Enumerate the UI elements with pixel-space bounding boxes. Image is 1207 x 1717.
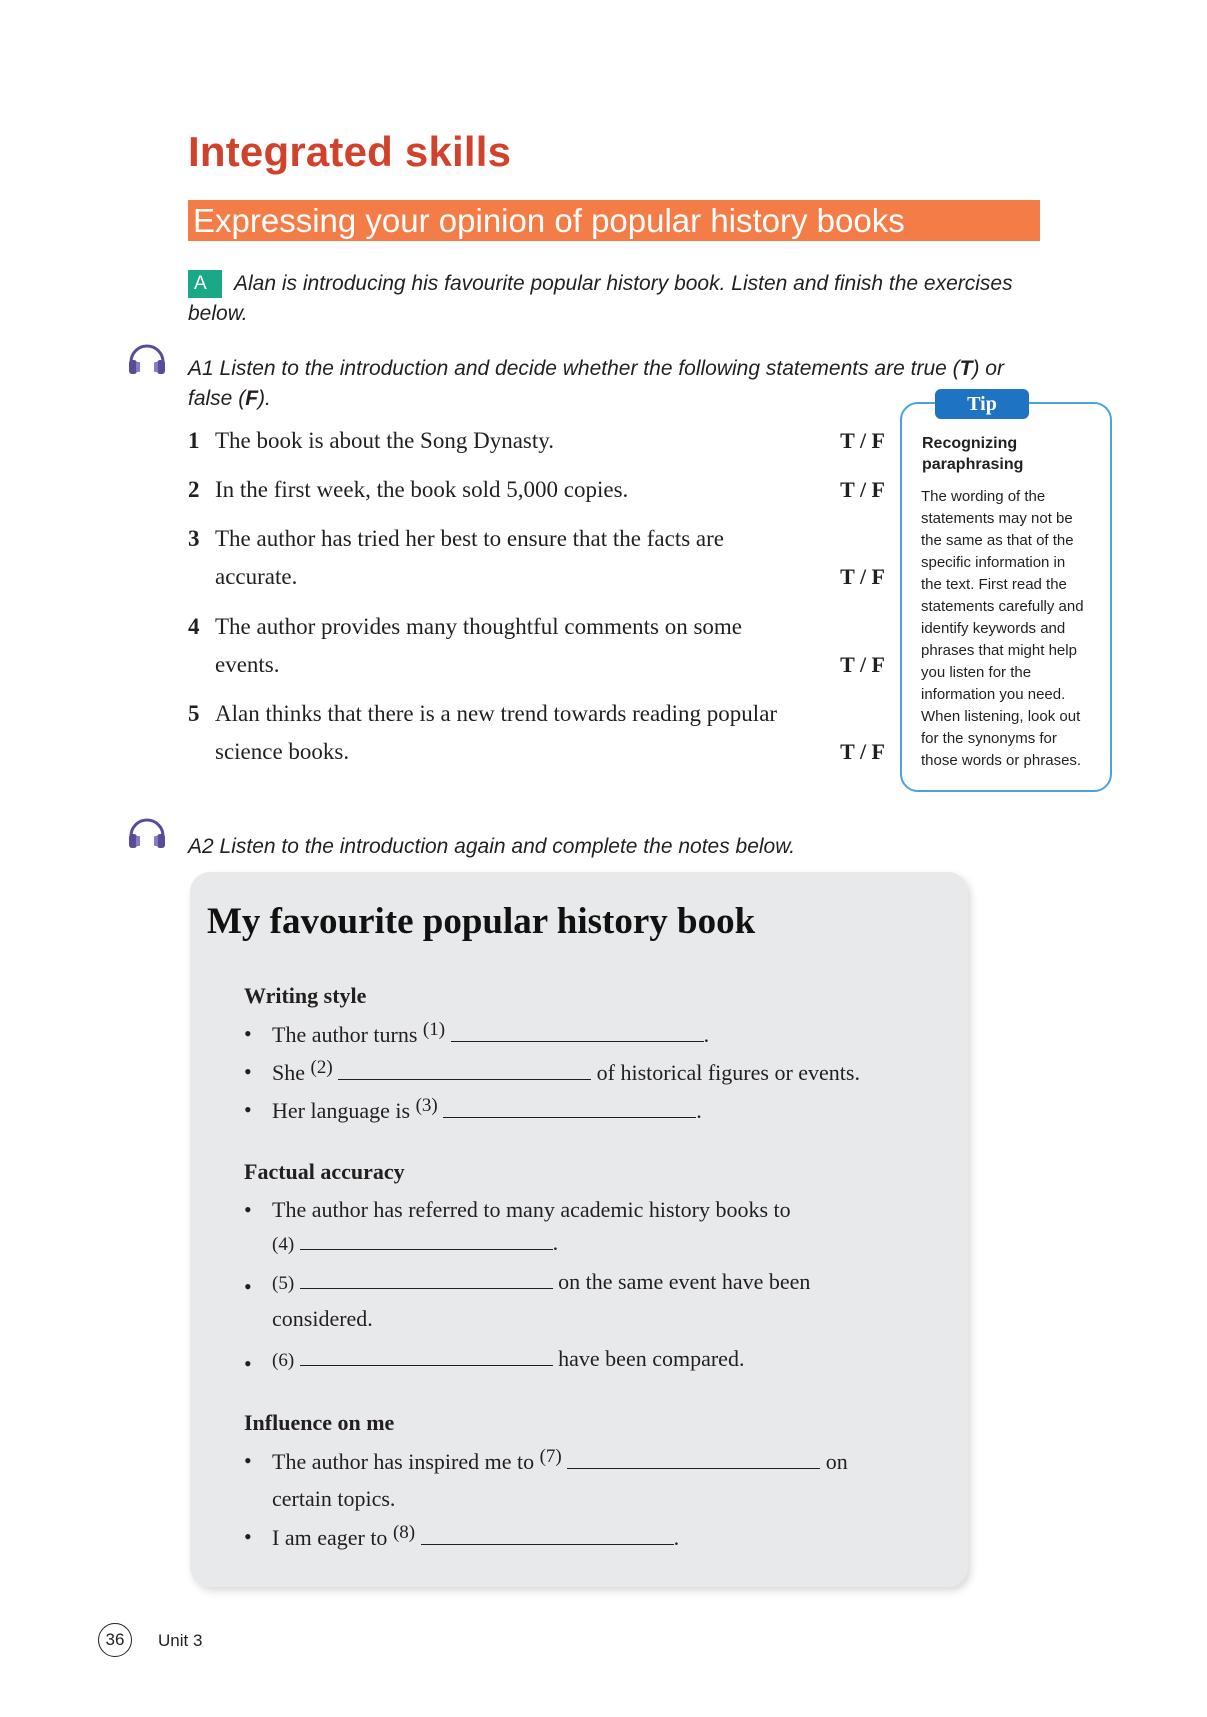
tf-option-3[interactable]: T / F (840, 564, 885, 589)
section-a-badge: A (188, 270, 222, 298)
a2-instruction: A2 Listen to the introduction again and complete the notes below. (188, 835, 796, 858)
blank-1[interactable] (451, 1021, 704, 1042)
tf-option-2[interactable]: T / F (840, 477, 885, 502)
a1-instruction-line2: false (F). (188, 387, 271, 410)
tf-option-1[interactable]: T / F (840, 428, 885, 453)
section-subtitle-bar: Expressing your opinion of popular history books (188, 200, 1040, 241)
section-a-instruction-line2: below. (188, 302, 248, 325)
section-a-instruction-line1: Alan is introducing his favourite popular history book. Listen and finish the exercises (234, 272, 1013, 295)
bullet: • (244, 1021, 252, 1046)
blank-8[interactable] (421, 1524, 674, 1545)
blank-6[interactable] (300, 1345, 553, 1366)
bullet: • (244, 1274, 252, 1299)
note-item-4-line1: The author has referred to many academic history books to (272, 1197, 791, 1222)
bullet: • (244, 1197, 252, 1222)
tf-option-5[interactable]: T / F (840, 739, 885, 764)
blank-5[interactable] (300, 1268, 553, 1289)
note-item-4-line2: (4) . (272, 1230, 559, 1255)
tip-label: Tip (935, 389, 1029, 419)
note-item-7-line2: certain topics. (272, 1486, 396, 1511)
unit-label: Unit 3 (158, 1631, 203, 1650)
note-item-5-line2: considered. (272, 1306, 373, 1331)
bullet: • (244, 1524, 252, 1549)
a1-instruction-line1: A1 Listen to the introduction and decide whether the following statements are true (T) or (188, 357, 1004, 380)
note-item-8: I am eager to (8) . (272, 1522, 680, 1550)
bullet: • (244, 1097, 252, 1122)
note-item-5-line1: (5) on the same event have been (272, 1269, 811, 1294)
blank-3[interactable] (443, 1097, 696, 1118)
page-title: Integrated skills (188, 128, 512, 175)
blank-7[interactable] (567, 1448, 820, 1469)
writing-style-heading: Writing style (244, 983, 367, 1008)
note-item-3: Her language is (3) . (272, 1095, 702, 1123)
notes-title: My favourite popular history book (207, 901, 756, 942)
note-item-6: (6) have been compared. (272, 1346, 745, 1371)
tip-body: The wording of the statements may not be the same as that of the specific information in the text. First read the statements carefully and identify keywords and phrases that might help you listen for the information you need. When listening, look out for the synonyms for those words or phrases. (921, 488, 1084, 769)
note-item-7-line1: The author has inspired me to (7) on (272, 1446, 848, 1474)
headphones-icon (125, 336, 169, 380)
tf-option-4[interactable]: T / F (840, 652, 885, 677)
page-number: 36 (98, 1623, 132, 1657)
note-item-2: She (2) of historical figures or events. (272, 1057, 860, 1085)
blank-4[interactable] (300, 1229, 553, 1250)
bullet: • (244, 1448, 252, 1473)
tip-heading: Recognizing paraphrasing (922, 435, 1024, 473)
bullet: • (244, 1351, 252, 1376)
note-item-1: The author turns (1) . (272, 1019, 710, 1047)
headphones-icon (125, 810, 169, 854)
blank-2[interactable] (338, 1059, 591, 1080)
factual-accuracy-heading: Factual accuracy (244, 1159, 405, 1184)
bullet: • (244, 1059, 252, 1084)
influence-heading: Influence on me (244, 1410, 395, 1435)
